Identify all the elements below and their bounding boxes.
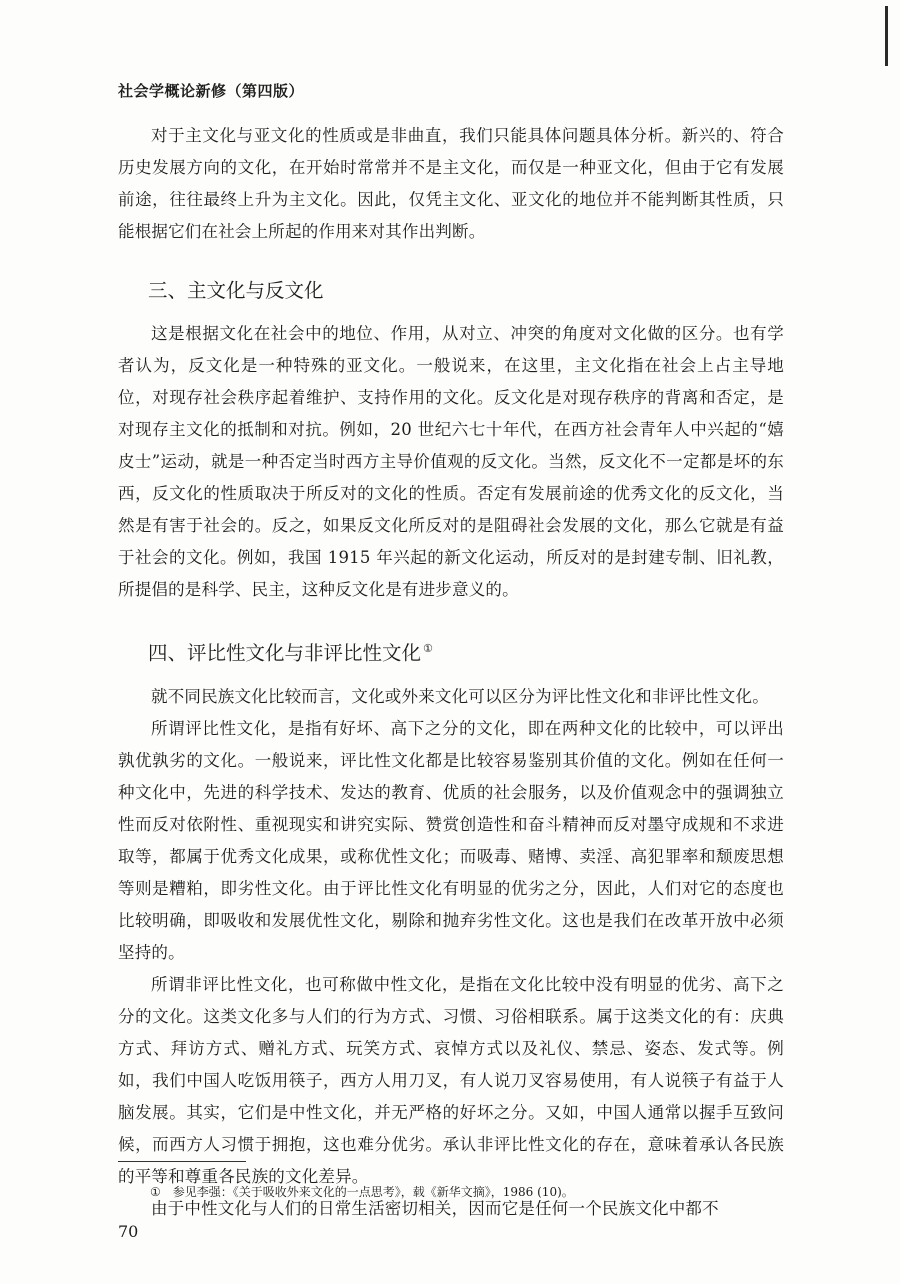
paragraph-2: 这是根据文化在社会中的地位、作用，从对立、冲突的角度对文化做的区分。也有学者认为，反文化是一种特殊的亚文化。一般说来，在这里，主文化指在社会上占主导地位，对现存社会秩序起着维护、支持作用的文化。反文化是对现存秩序的背离和否定，是对现存主文化的抵制和对抗。例如，20 世纪六七十年代，在西方社会青年人中兴起的“嬉皮士”运动，就是一种否定当时西方主导价值观的反文化。当然，反文化不一定都是坏的东西，反文化的性质取决于所反对的文化的性质。否定有发展前途的优秀文化的反文化，当然是有害于社会的。反之，如果反文化所反对的是阻碍社会发展的文化，那么它就是有益于社会的文化。例如，我国 1915 年兴起的新文化运动，所反对的是封建专制、旧礼教，所提倡的是科学、民主，这种反文化是有进步意义的。 [118, 324, 784, 599]
footnote [150, 1183, 574, 1200]
paragraph-1: 对于主文化与亚文化的性质或是非曲直，我们只能具体问题具体分析。新兴的、符合历史发展方向的文化，在开始时常常并不是主文化，而仅是一种亚文化，但由于它有发展前途，往往最终上升为主文化。因此，仅凭主文化、亚文化的地位并不能判断其性质，只能根据它们在社会上所起的作用来对其作出判断。 [118, 126, 784, 241]
paragraph-5: 所谓非评比性文化，也可称做中性文化，是指在文化比较中没有明显的优劣、高下之分的文化。这类文化多与人们的行为方式、习惯、习俗相联系。属于这类文化的有：庆典方式、拜访方式、赠礼方式、玩笑方式、哀悼方式以及礼仪、禁忌、姿态、发式等。例如，我们中国人吃饭用筷子，西方人用刀叉，有人说刀叉容易使用，有人说筷子有益于人脑发展。其实，它们是中性文化，并无严格的好坏之分。又如，中国人通常以握手互致问候，而西方人习惯于拥抱，这也难分优劣。承认非评比性文化的存在，意味着承认各民族的平等和尊重各民族的文化差异。 [118, 974, 784, 1186]
paragraph-4: 所谓评比性文化，是指有好坏、高下之分的文化，即在两种文化的比较中，可以评出孰优孰劣的文化。一般说来，评比性文化都是比较容易鉴别其价值的文化。例如在任何一种文化中，先进的科学技术、发达的教育、优质的社会服务，以及价值观念中的强调独立性而反对依附性、重视现实和讲究实际、赞赏创造性和奋斗精神而反对墨守成规和不求进取等，都属于优秀文化成果，或称优性文化；而吸毒、赌博、卖淫、高犯罪率和颓废思想等则是糟粕，即劣性文化。由于评比性文化有明显的优劣之分，因此，人们对它的态度也比较明确，即吸收和发展优性文化，剔除和抛弃劣性文化。这也是我们在改革开放中必须坚持的。 [118, 718, 784, 962]
footnote-mark: ① [150, 1185, 161, 1199]
footnote-divider [118, 1161, 246, 1162]
paragraph-6: 由于中性文化与人们的日常生活密切相关，因而它是任何一个民族文化中都不 [151, 1198, 719, 1218]
section-4-heading [148, 634, 784, 669]
section-3-title: 三、主文化与反文化 [148, 279, 324, 302]
section-4-title: 四、评比性文化与非评比性文化 [148, 641, 422, 665]
page-edge-line [885, 6, 888, 66]
page-number: 70 [118, 1222, 139, 1241]
footnote-reference[interactable]: ① [423, 642, 433, 655]
paragraph-3: 就不同民族文化比较而言，文化或外来文化可以区分为评比性文化和非评比性文化。 [151, 686, 769, 706]
footnote-text: 参见李强：《关于吸收外来文化的一点思考》，载《新华文摘》，1986 (10)。 [172, 1185, 574, 1199]
running-title: 社会学概论新修（第四版） [118, 82, 305, 100]
section-3-heading [148, 276, 784, 306]
page-body [118, 120, 784, 1225]
